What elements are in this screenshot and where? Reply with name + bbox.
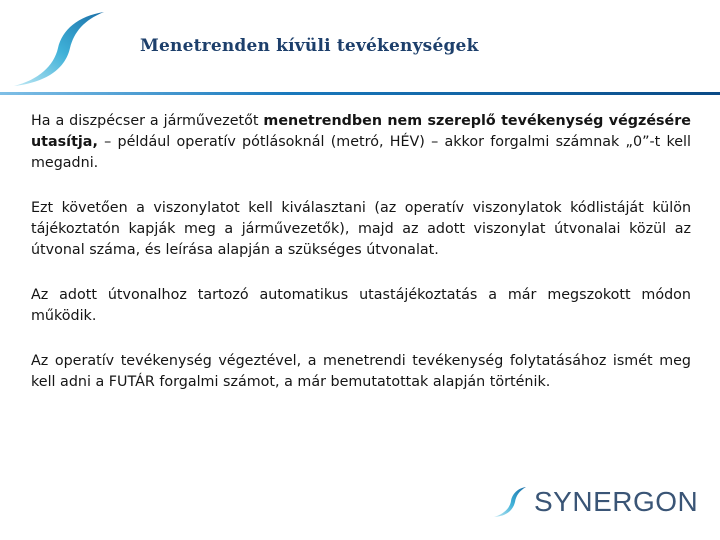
synergon-swoosh-icon — [492, 485, 528, 519]
paragraph-1-emphasis: menetrendben nem szereplő tevékenység végzésére utasítja, — [31, 113, 691, 150]
content-body — [31, 111, 691, 393]
header-divider — [0, 92, 720, 95]
synergon-swoosh-icon — [8, 8, 108, 90]
paragraph-1 — [31, 111, 691, 174]
page-title: Menetrenden kívüli tevékenységek — [140, 36, 479, 56]
paragraph-2: Ezt követően a viszonylatot kell kiválasztani (az operatív viszonylatok kódlistáját külön tájékoztatón kapják meg a járművezetők), majd az adott viszonylat útvonalai közül az útvonal száma, és leírása alapján a szükséges útvonalat. — [31, 200, 691, 258]
paragraph-1-lead: Ha a diszpécser a járművezetőt — [31, 113, 264, 129]
paragraph-1-rest: – például operatív pótlásoknál (metró, HÉV) – akkor forgalmi számnak „0”-t kell megadni. — [31, 134, 691, 171]
paragraph-4: Az operatív tevékenység végeztével, a menetrendi tevékenység folytatásához ismét meg kell adni a FUTÁR forgalmi számot, a már bemutatottak alapján történik. — [31, 353, 691, 390]
brand-logo — [492, 484, 699, 520]
paragraph-3: Az adott útvonalhoz tartozó automatikus utastájékoztatás a már megszokott módon működik. — [31, 287, 691, 324]
brand-name: SYNERGON — [534, 486, 699, 517]
